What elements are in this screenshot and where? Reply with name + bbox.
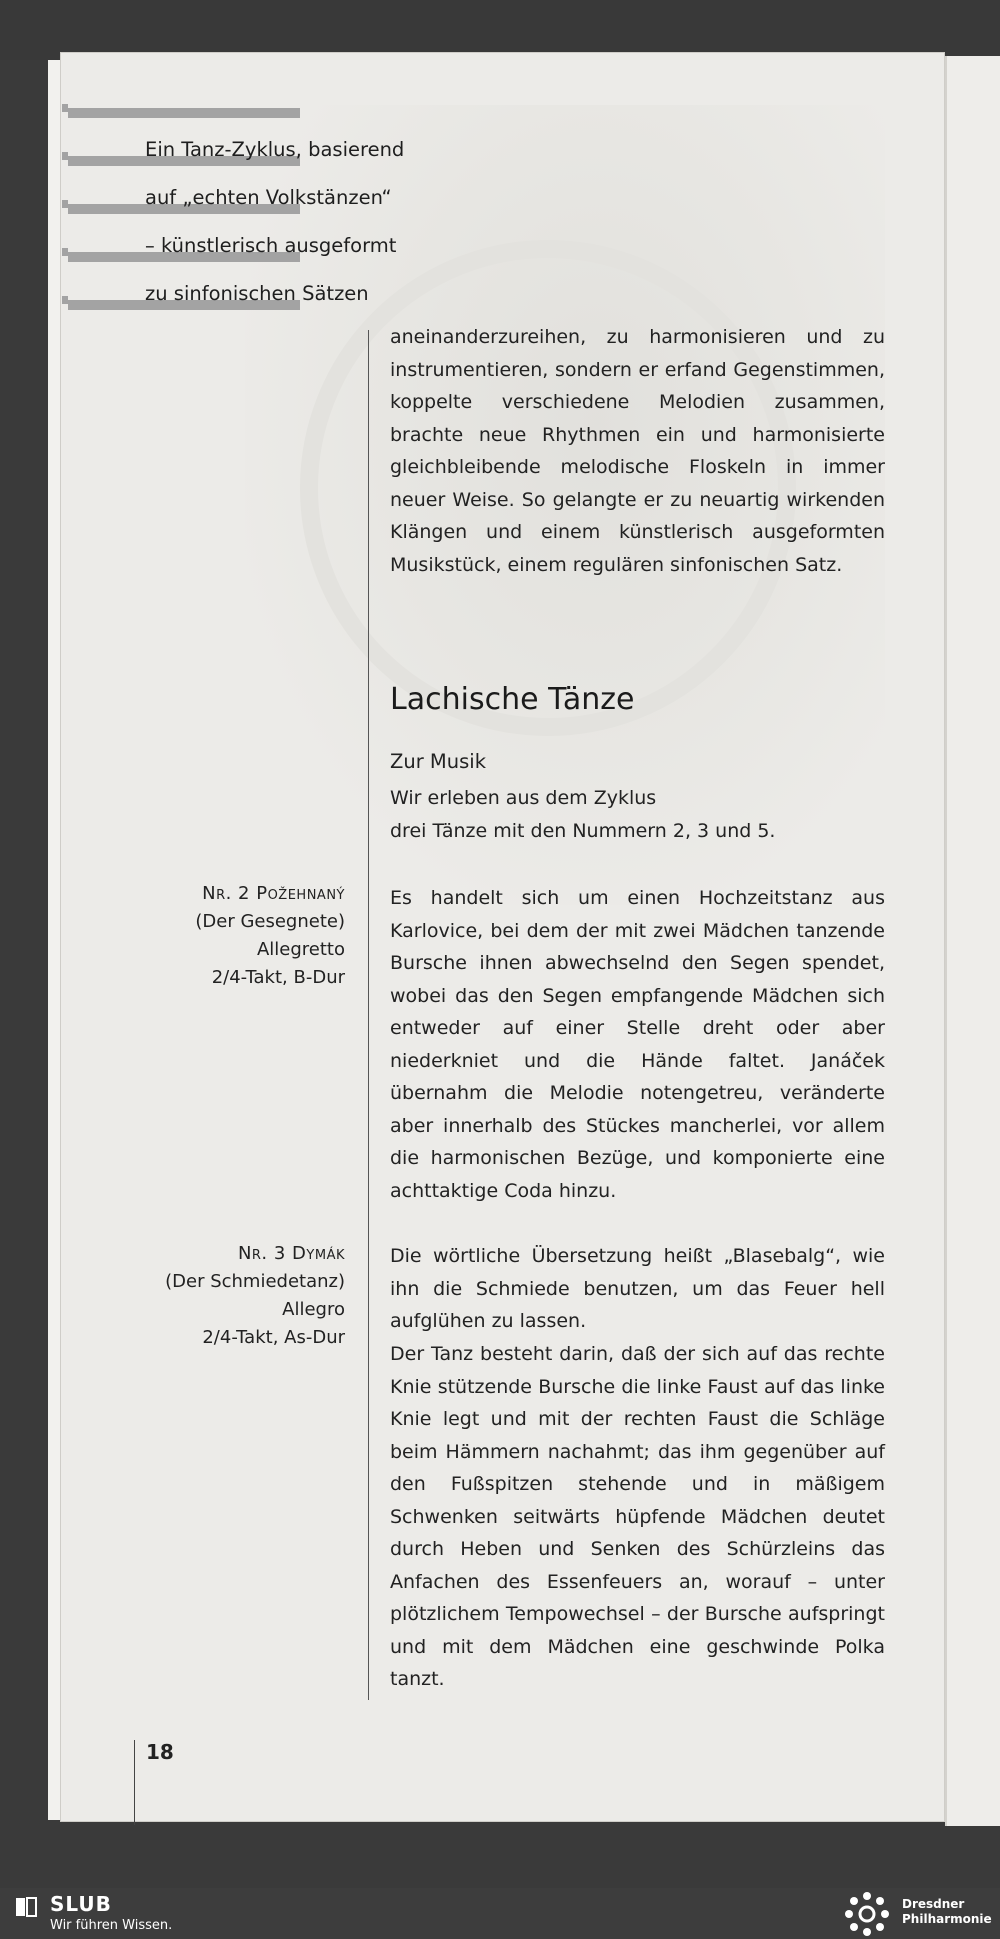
decoration-bar [68, 108, 300, 118]
body-paragraph: Der Tanz besteht darin, daß der sich auf das rechte Knie stützende Bursche die linke Faust auf das linke Knie legt und mit der rechten Faust die Schläge beim Hämmern nachahmt; das ihm gegenüber auf den Fußspitzen stehende und in mäßigem Schwenken seitwärts hüpfende Mädchen deutet durch Heben und Senken des Schürzleins das Anfachen des Essenfeuers an, worauf – unter plötzlichem Tempowechsel – der Bursche aufspringt und mit dem Mädchen eine geschwinde Polka tanzt. [390, 1343, 885, 1690]
intro-text [390, 782, 885, 848]
page-number-rule [134, 1740, 135, 1825]
margin-note-meter: 2/4-Takt, As-Dur [202, 1327, 345, 1348]
partner-name [902, 1897, 992, 1927]
partner-name-line: Dresdner [902, 1897, 965, 1911]
margin-note-subtitle: (Der Gesegnete) [195, 911, 345, 932]
margin-note-tempo: Allegro [282, 1299, 345, 1320]
sidebar-heading [145, 126, 445, 318]
margin-note-tempo: Allegretto [256, 939, 345, 960]
scan-background-top [0, 0, 1000, 60]
margin-note-meter: 2/4-Takt, B-Dur [211, 967, 345, 988]
body-paragraph: Die wörtliche Übersetzung heißt „Blasebalg“, wie ihn die Schmiede benutzen, um das Feuer hell aufglühen zu lassen. [390, 1245, 885, 1332]
partner-name-line: Philharmonie [902, 1912, 992, 1926]
column-divider [368, 330, 369, 1700]
intro-line: Wir erleben aus dem Zyklus [390, 787, 657, 809]
margin-note [195, 880, 345, 992]
slub-book-icon [14, 1896, 38, 1918]
sidebar-heading-line: zu sinfonischen Sätzen [145, 282, 369, 305]
body-paragraph: Es handelt sich um einen Hochzeitstanz aus Karlovice, bei dem der mit zwei Mädchen tanzende Bursche ihnen abwechselnd den Segen spendet, wobei das den Segen empfangende Mädchen sich entweder auf einer Stelle dreht oder aber niederkniet und die Hände faltet. Janáček übernahm die Melodie notengetreu, veränderte aber innerhalb des Stückes mancherlei, vor allem die harmonischen Bezüge, und komponierte eine achttaktige Coda hinzu. [390, 887, 885, 1202]
library-tagline: Wir führen Wissen. [50, 1918, 173, 1933]
body-paragraph: aneinanderzureihen, zu harmonisieren und zu instrumentieren, sondern er erfand Gegenstimmen, koppelte verschiedene Melodien zusammen, brachte neue Rhythmen ein und harmonisierte gleichbleibende melodische Floskeln in immer neuer Weise. So gelangte er zu neuartig wirkenden Klängen und einem künstlerisch ausgeformten Musikstück, einem regulären sinfonischen Satz. [390, 326, 885, 576]
margin-note-title: Nr. 3 Dymák [237, 1243, 345, 1264]
library-name[interactable]: SLUB [50, 1892, 112, 1916]
sidebar-heading-line: – künstlerisch ausgeformt [145, 234, 397, 257]
margin-note-title: Nr. 2 Požehnaný [202, 883, 345, 904]
subheading: Zur Musik [390, 750, 486, 773]
sidebar-heading-line: Ein Tanz-Zyklus, basierend [145, 138, 405, 161]
next-page-edge [945, 56, 1000, 1826]
page-number: 18 [146, 1740, 174, 1764]
footer-bar [0, 1888, 1000, 1939]
margin-note [165, 1240, 345, 1352]
intro-line: drei Tänze mit den Nummern 2, 3 und 5. [390, 820, 776, 842]
section-title: Lachische Tänze [390, 682, 635, 717]
sidebar-heading-line: auf „echten Volkstänzen“ [145, 186, 392, 209]
margin-note-subtitle: (Der Schmiedetanz) [165, 1271, 345, 1292]
philharmonie-logo-icon[interactable] [842, 1890, 892, 1938]
